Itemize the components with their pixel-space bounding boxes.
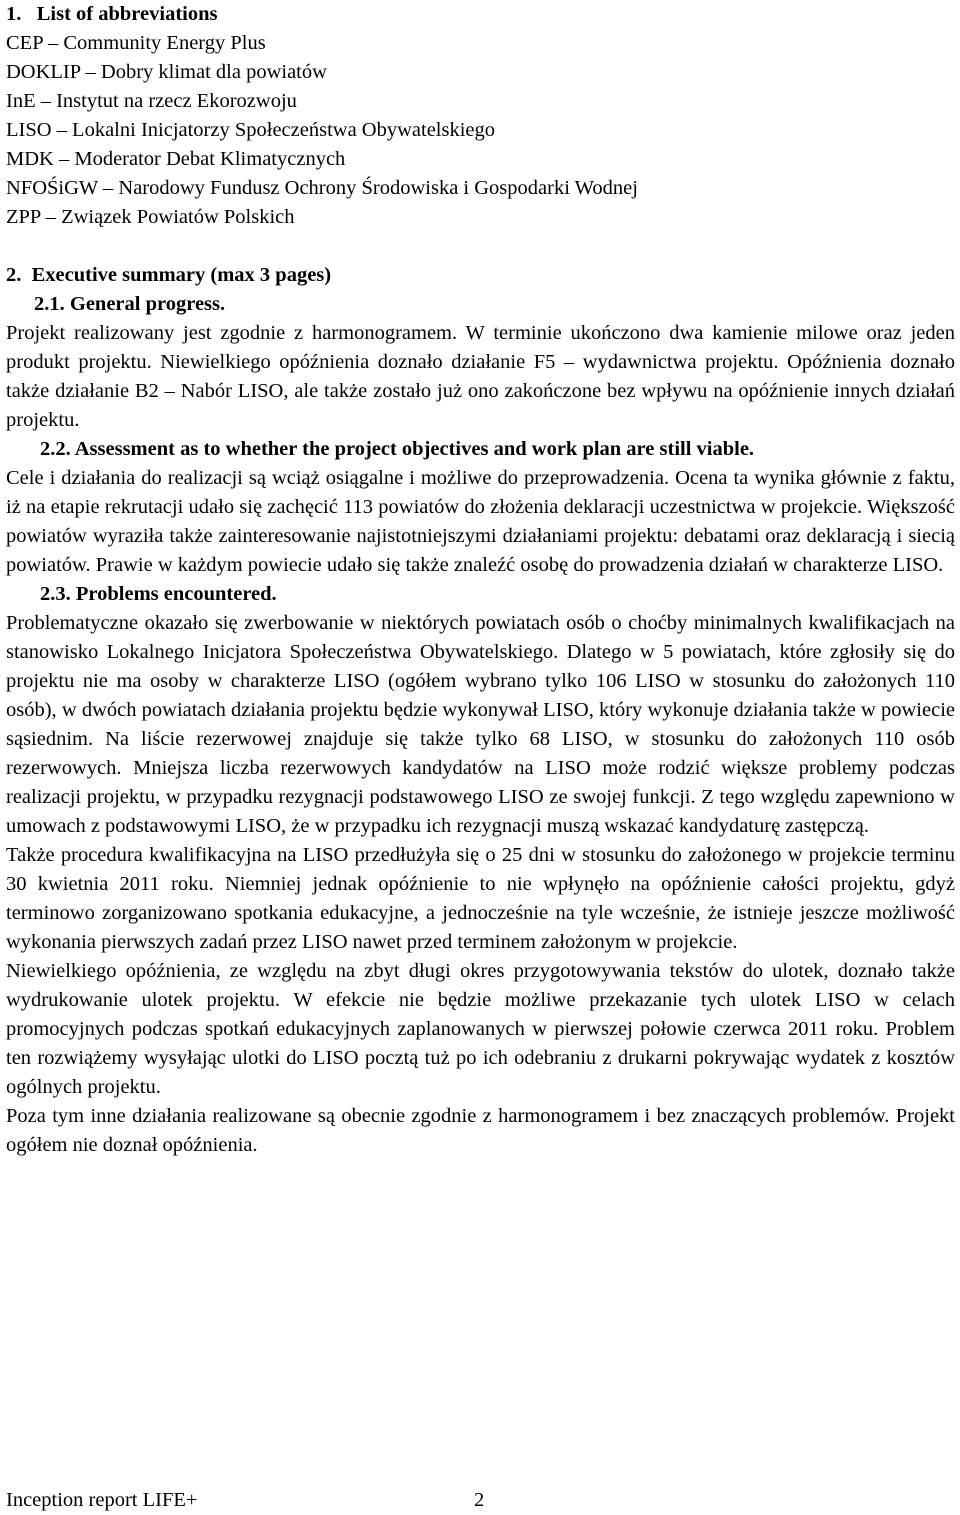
abbreviation-item: InE – Instytut na rzecz Ekorozwoju [6,90,297,112]
general-progress-paragraph: Projekt realizowany jest zgodnie z harmonogramem. W terminie ukończono dwa kamienie milowe oraz jeden produkt projektu. Niewielkiego opóźnienia doznało działanie F5 – wydawnictwa projektu. Opóźnienia doznało także działanie B2 – Nabór LISO, ale także zostało już ono zakończone bez wpływu na opóźnienie innych działań projektu. [6,322,955,431]
abbreviation-item: MDK – Moderator Debat Klimatycznych [6,148,346,170]
abbreviation-item: NFOŚiGW – Narodowy Fundusz Ochrony Środowiska i Gospodarki Wodnej [6,177,638,199]
assessment-paragraph: Cele i działania do realizacji są wciąż osiągalne i możliwe do przeprowadzenia. Ocena ta wynika głównie z faktu, iż na etapie rekrutacji udało się zachęcić 113 powiatów do złożenia deklaracji uczestnictwa w projekcie. Większość powiatów wyraziła także zainteresowanie najistotniejszymi działaniami projektu: debatami oraz deklaracją i siecią powiatów. Prawie w każdym powiecie udało się także znaleźć osobę do prowadzenia działań w charakterze LISO. [6,467,955,576]
problems-paragraph: Poza tym inne działania realizowane są obecnie zgodnie z harmonogramem i bez znaczących problemów. Projekt ogółem nie doznał opóźnienia. [6,1105,955,1156]
problems-paragraph: Problematyczne okazało się zwerbowanie w niektórych powiatach osób o choćby minimalnych kwalifikacjach na stanowisko Lokalnego Inicjatora Społeczeństwa Obywatelskiego. Dlatego w 5 powiatach, które zgłosiły się do projektu nie ma osoby w charakterze LISO (ogółem wybrano tylko 106 LISO w stosunku do założonych 110 osób), w dwóch powiatach działania projektu będzie wykonywał LISO, który wykonuje działania także w powiecie sąsiednim. Na liście rezerwowej znajduje się także tylko 68 LISO, w stosunku do założonych 110 osób rezerwowych. Mniejsza liczba rezerwowych kandydatów na LISO może rodzić większe problemy podczas realizacji projektu, w przypadku rezygnacji podstawowego LISO ze swojej funkcji. Z tego względu zapewniono w umowach z podstawowymi LISO, że w przypadku ich rezygnacji muszą wskazać kandydaturę zastępczą. [6,612,955,837]
abbreviations-heading: 1. List of abbreviations [6,3,218,25]
page-footer [6,1486,506,1515]
document-page [6,0,955,1160]
abbreviation-item: ZPP – Związek Powiatów Polskich [6,206,295,228]
general-progress-heading: 2.1. General progress. [34,293,226,315]
abbreviation-item: DOKLIP – Dobry klimat dla powiatów [6,61,327,83]
problems-paragraph: Niewielkiego opóźnienia, ze względu na zbyt długi okres przygotowywania tekstów do ulotek, doznało także wydrukowanie ulotek projektu. W efekcie nie będzie możliwe przekazanie tych ulotek LISO w celach promocyjnych podczas spotkań edukacyjnych zaplanowanych w pierwszej połowie czerwca 2011 roku. Problem ten rozwiążemy wysyłając ulotki do LISO pocztą tuż po ich odebraniu z drukarni pokrywając wydatek z kosztów ogólnych projektu. [6,960,955,1098]
section-spacer [6,232,955,261]
abbreviation-item: LISO – Lokalni Inicjatorzy Społeczeństwa Obywatelskiego [6,119,496,141]
page-number: 2 [474,1489,485,1511]
problems-heading: 2.3. Problems encountered. [40,583,277,605]
assessment-heading: 2.2. Assessment as to whether the project objectives and work plan are still viable. [40,438,755,460]
problems-paragraph: Także procedura kwalifikacyjna na LISO przedłużyła się o 25 dni w stosunku do założonego w projekcie terminu 30 kwietnia 2011 roku. Niemniej jednak opóźnienie to nie wpłynęło na opóźnienie całości projektu, gdyż terminowo zorganizowano spotkania edukacyjne, a jednocześnie na tyle wcześnie, że istnieje jeszcze możliwość wykonania pierwszych zadań przez LISO nawet przed terminem założonym w projekcie. [6,844,955,953]
abbreviation-item: CEP – Community Energy Plus [6,32,266,54]
executive-summary-heading: 2. Executive summary (max 3 pages) [6,264,332,286]
footer-title: Inception report LIFE+ [6,1489,198,1511]
